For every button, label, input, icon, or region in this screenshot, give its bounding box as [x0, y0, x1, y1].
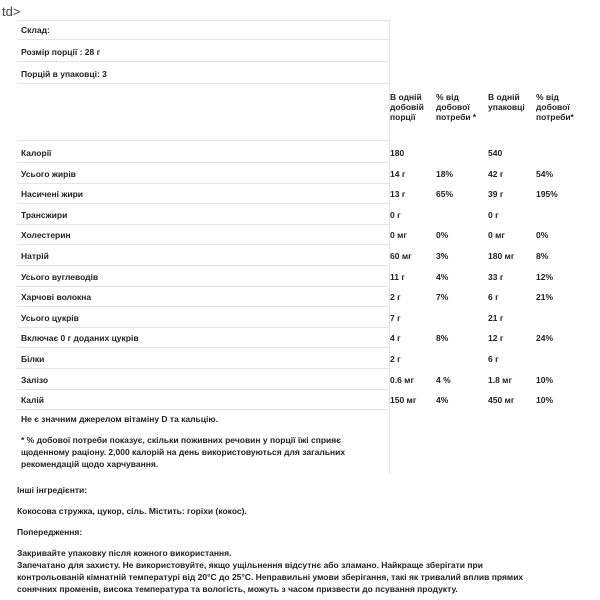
per-serving-value: 0.6 мг	[390, 374, 415, 385]
per-serving-value: 4 г	[390, 333, 401, 344]
dv-serving-value: 3%	[436, 251, 449, 261]
per-pack-value: 6 г	[488, 292, 499, 303]
warnings-line-1: Закривайте упаковку після кожного використання.	[17, 548, 232, 558]
nutrient-name: Натрій	[21, 251, 49, 261]
warnings-line-2: Запечатано для захисту. Не використовуйте, якщо ущільнення відсутнє або зламано. Найкраще зберігати при	[17, 560, 483, 570]
other-ingredients-text: Кокосова стружка, цукор, сіль. Містить: горіхи (кокос).	[17, 506, 247, 516]
nutrient-name: Калорії	[21, 148, 52, 158]
nutrient-row	[17, 143, 503, 163]
dv-pack-value: 12%	[536, 271, 554, 282]
per-serving-value: 150 мг	[390, 395, 417, 406]
nutrient-name: Включає 0 г доданих цукрів	[21, 333, 139, 344]
dv-pack-value: 10%	[536, 374, 554, 385]
nutrient-name: Усього жирів	[21, 168, 76, 179]
per-serving-value: 60 мг	[390, 251, 412, 261]
warnings-title: Попередження:	[17, 527, 83, 537]
nutrient-name: Залізо	[21, 374, 49, 385]
nutrient-name: Усього цукрів	[21, 312, 79, 323]
nutrient-row	[17, 287, 554, 307]
header-per-pack: В одній упаковці	[488, 92, 525, 112]
dv-pack-value: 8%	[536, 251, 549, 261]
header-divider	[17, 140, 389, 141]
per-pack-value: 6 г	[488, 354, 499, 364]
dv-pack-value: 0%	[536, 230, 549, 241]
dv-pack-value: 54%	[536, 168, 554, 179]
per-pack-value: 0 г	[488, 209, 499, 220]
per-serving-value: 13 г	[390, 189, 406, 200]
nutrient-name: Білки	[21, 354, 45, 364]
per-serving-value: 180	[390, 148, 405, 158]
nutrient-row	[17, 328, 554, 348]
serving-size: Розмір порції : 28 г	[17, 42, 389, 62]
dv-serving-value: 8%	[436, 333, 449, 344]
nutrient-name: Усього вуглеводів	[21, 271, 99, 282]
per-pack-value: 39 г	[488, 189, 504, 200]
nutrient-name: Калій	[21, 395, 45, 406]
nutrient-name: Насичені жири	[21, 189, 84, 200]
dv-serving-value: 65%	[436, 189, 454, 200]
per-pack-value: 21 г	[488, 312, 504, 323]
dv-pack-value: 10%	[536, 395, 554, 406]
nutrient-row	[17, 246, 549, 266]
nutrient-row	[17, 390, 554, 410]
per-pack-value: 0 мг	[488, 230, 505, 241]
composition-title: Склад:	[17, 20, 389, 40]
nutrient-row	[17, 205, 499, 225]
dv-serving-value: 7%	[436, 292, 449, 303]
dv-pack-value: 21%	[536, 292, 554, 303]
header-dv-serving: % від добової потреби *	[436, 92, 477, 122]
per-pack-value: 33 г	[488, 271, 504, 282]
dv-pack-value: 24%	[536, 333, 554, 344]
dv-serving-value: 0%	[436, 230, 449, 241]
per-pack-value: 12 г	[488, 333, 504, 344]
per-pack-value: 180 мг	[488, 251, 515, 261]
nutrient-name: Харчові волокна	[21, 292, 92, 303]
nutrient-row	[17, 308, 504, 328]
header-per-serving: В одній добовій порції	[390, 92, 424, 122]
dv-pack-value: 195%	[536, 189, 558, 200]
per-serving-value: 14 г	[390, 168, 406, 179]
per-serving-value: 7 г	[390, 312, 401, 323]
nutrient-row	[17, 349, 499, 369]
per-serving-value: 2 г	[390, 354, 401, 364]
dv-serving-value: 4 %	[436, 374, 451, 385]
per-pack-value: 1.8 мг	[488, 374, 513, 385]
nutrient-row	[17, 225, 549, 245]
per-pack-value: 540	[488, 148, 503, 158]
stray-markup-text: td>	[2, 4, 21, 19]
servings-per-pack: Порцій в упаковці: 3	[17, 64, 389, 84]
header-dv-pack: % від добової потреби*	[536, 92, 574, 122]
dv-serving-value: 4%	[436, 271, 449, 282]
nutrient-row	[17, 267, 554, 287]
dv-serving-value: 4%	[436, 395, 449, 406]
warnings-line-3: контрольованій кімнатній температурі від 20°C до 25°C. Неправильні умови зберігання, такі як тривалий вплив прямих	[17, 572, 524, 582]
dv-note-line-2: щоденному раціону. 2,000 калорій на день використовуються для загальних	[21, 447, 346, 457]
vitamin-note: Не є значним джерелом вітаміну D та кальцію.	[21, 414, 218, 424]
per-serving-value: 2 г	[390, 292, 401, 303]
per-pack-value: 450 мг	[488, 395, 515, 406]
per-serving-value: 0 мг	[390, 230, 407, 241]
nutrient-name: Трансжири	[21, 209, 68, 220]
nutrient-row	[17, 184, 558, 204]
per-serving-value: 11 г	[390, 271, 405, 282]
other-ingredients-title: Інші інгредієнти:	[17, 485, 88, 495]
dv-note-line-1: * % добової потреби показує, скільки поживних речовин у порції їжі сприяє	[21, 435, 341, 445]
dv-note-line-3: рекомендацій щодо харчування.	[21, 459, 159, 469]
nutrient-row	[17, 370, 554, 390]
dv-serving-value: 18%	[436, 168, 454, 179]
nutrient-row	[17, 164, 554, 184]
nutrient-name: Холестерин	[21, 230, 71, 241]
warnings-line-4: сонячних променів, висока температура та вологість, можуть з часом призвести до псування продукту.	[17, 584, 458, 594]
per-pack-value: 42 г	[488, 168, 504, 179]
per-serving-value: 0 г	[390, 209, 401, 220]
